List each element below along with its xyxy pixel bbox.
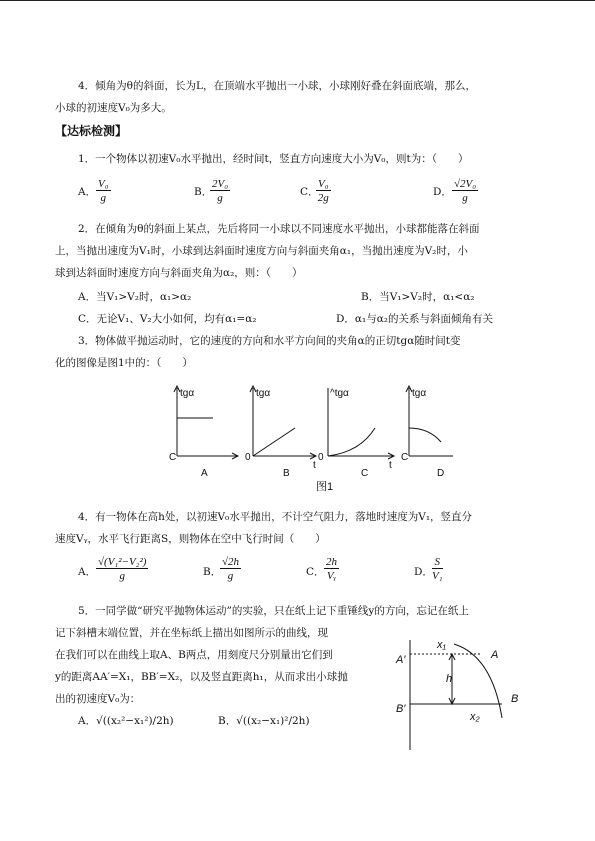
q1-option-d-letter: D． — [433, 186, 452, 198]
q5-option-a: A．√((x₂²−x₁²)/2h) — [78, 715, 174, 727]
graph-c-origin: 0 — [318, 452, 324, 463]
q1-b-num: 2V₀ — [212, 178, 229, 190]
q1-option-b-letter: B． — [194, 186, 213, 198]
graph-a-letter: A — [201, 468, 208, 479]
q1-a-den: g — [100, 192, 107, 204]
q1-stem: 1．一个物体以初速V₀水平抛出，经时间t，竖直方向速度大小为V₀，则t为：（ ） — [78, 153, 469, 165]
q1-option-b-fraction — [210, 178, 230, 204]
graph-d-origin: C — [401, 452, 409, 463]
q1-c-num: V₀ — [318, 178, 329, 190]
q5-curve-diagram — [392, 634, 532, 752]
q4-d-den: V₁ — [432, 570, 443, 582]
q4-c-den: Vᵧ — [326, 570, 337, 582]
graph-b-tlabel: t — [313, 460, 316, 471]
graph-c-letter: C — [361, 468, 369, 479]
graph-d-ylabel: tgα — [412, 388, 427, 399]
q4-c-num: 2h — [326, 556, 337, 568]
label-x1: x₁ — [437, 639, 446, 651]
label-point-b: B — [511, 693, 519, 705]
q1-d-num: √2V₀ — [454, 178, 477, 190]
graph-a-ylabel: tgα — [180, 388, 195, 399]
q3-graphs-figure — [165, 380, 455, 492]
graph-b-origin: 0 — [245, 452, 251, 463]
figure-caption: 图1 — [316, 481, 334, 492]
label-b-prime: B′ — [396, 703, 406, 715]
q2-option-a: A．当V₁>V₂时，α₁>α₂ — [78, 291, 192, 303]
q4-a-den: g — [119, 570, 125, 582]
label-a-prime: A′ — [396, 654, 406, 666]
graph-b-curve — [253, 428, 295, 456]
q4-option-d-fraction — [432, 556, 443, 582]
q1-d-den: g — [462, 192, 468, 204]
q2-line3: 球到达斜面时速度方向与斜面夹角为α₂，则：（ ） — [55, 267, 303, 279]
section-title: 【达标检测】 — [55, 124, 128, 138]
q1-c-den: 2g — [317, 192, 329, 204]
q4-line2: 速度Vᵧ，水平飞行距离S，则物体在空中飞行时间（ ） — [55, 533, 326, 545]
q4-line1: 4．有一物体在高h处，以初速V₀水平抛出，不计空气阻力，落地时速度为V₁，竖直分 — [78, 511, 473, 523]
q4-prev-line2: 小球的初速度V₀为多大。 — [55, 102, 172, 114]
label-x2: x₂ — [470, 711, 480, 723]
q4-d-num: S — [432, 556, 443, 569]
q5-line2: 记下斜槽末端位置，并在坐标纸上描出如图所示的曲线，现 — [55, 627, 328, 639]
q2-line1: 2．在倾角为θ的斜面上某点，先后将同一小球以不同速度水平抛出，小球都能落在斜面 — [78, 223, 480, 235]
q2-option-d: D．α₁与α₂的关系与斜面倾角有关 — [336, 313, 494, 325]
q4-option-a-fraction — [96, 556, 148, 582]
q4-option-b-letter: B． — [203, 566, 222, 578]
q1-option-c-fraction — [316, 178, 331, 204]
q1-option-d-fraction — [452, 178, 478, 204]
q1-b-den: g — [217, 192, 223, 204]
q5-line3: 在我们可以在曲线上取A、B两点，用刻度尺分别量出它们到 — [55, 649, 333, 661]
label-h: h — [446, 673, 453, 685]
q4-option-c-fraction — [324, 556, 339, 582]
graph-c-tlabel: t — [389, 460, 392, 471]
q3-line1: 3．物体做平抛运动时，它的速度的方向和水平方向间的夹角α的正切tgα随时间t变 — [78, 335, 461, 347]
graph-a-origin: C — [169, 452, 177, 463]
q5-line4: y的距离AA′=X₁，BB′=X₂，以及竖直距离h₁，从而求出小球抛 — [55, 671, 348, 683]
q4-prev-line1: 4．倾角为θ的斜面，长为L，在顶端水平抛出一小球，小球刚好叠在斜面底端，那么， — [78, 80, 476, 92]
graph-c-curve — [328, 428, 375, 456]
q3-line2: 化的图像是图1中的：（ ） — [55, 357, 193, 369]
q1-option-a-fraction — [96, 178, 111, 204]
label-point-a: A — [491, 649, 499, 661]
graph-d-letter: D — [437, 468, 445, 479]
page-top-rule — [0, 0, 595, 1]
graph-c-ylabel: ^tgα — [330, 388, 349, 399]
q4-option-b-fraction — [220, 556, 241, 582]
q5-line1: 5．一同学做“研究平抛物体运动”的实验，只在纸上记下重锤线y的方向，忘记在纸上 — [78, 605, 469, 617]
q5-line5: 出的初速度V₀为： — [55, 693, 141, 705]
graph-d-curve — [409, 428, 441, 442]
q1-option-a-letter: A． — [78, 186, 97, 198]
q2-option-b: B．当V₁>V₂时，α₁<α₂ — [361, 291, 475, 303]
q4-b-den: g — [227, 570, 234, 582]
q1-a-num: V₀ — [98, 178, 109, 190]
q4-option-c-letter: C． — [306, 566, 325, 578]
q2-line2: 上，当抛出速度为V₁时，小球到达斜面时速度方向与斜面夹角α₁，当抛出速度为V₂时，小 — [55, 245, 468, 257]
graph-b-letter: B — [283, 468, 290, 479]
q4-option-d-letter: D． — [414, 566, 433, 578]
q4-option-a-letter: A． — [78, 566, 97, 578]
q4-b-num: √2h — [222, 556, 240, 568]
q4-a-num: √(V₁²−V₂²) — [98, 556, 147, 568]
graph-b-ylabel: tgα — [256, 388, 271, 399]
q1-option-c-letter: C． — [300, 186, 319, 198]
q2-option-c: C．无论V₁、V₂大小如何，均有α₁=α₂ — [78, 313, 257, 325]
q5-option-b: B．√((x₂−x₁)²/2h) — [218, 715, 310, 727]
